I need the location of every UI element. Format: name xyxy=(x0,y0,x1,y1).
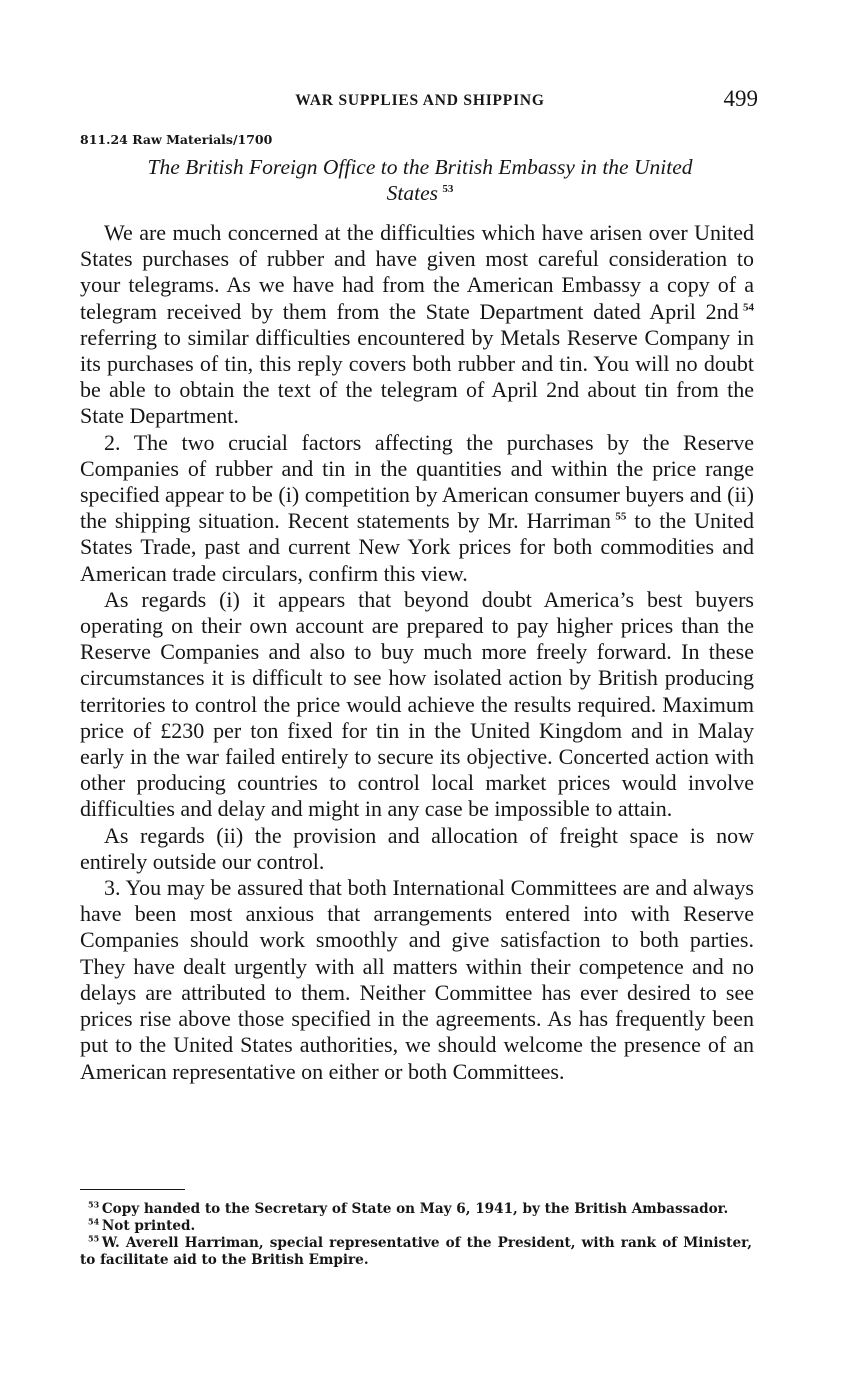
file-reference: 811.24 Raw Materials/1700 xyxy=(80,132,273,147)
footnote-53 xyxy=(80,1201,752,1218)
page-number: 499 xyxy=(723,86,758,111)
footnote-divider xyxy=(80,1189,185,1190)
paragraph-2 xyxy=(80,430,754,587)
footnote-55-text: W. Averell Harriman, special representative of the President, with rank of Minister, to facilitate aid to the British Empire. xyxy=(80,1235,752,1268)
paragraph-3: As regards (i) it appears that beyond doubt America’s best buyers operating on their own account are prepared to pay higher prices than the Reserve Companies and also to buy much more freely forward. In these circumstances it is difficult to see how isolated action by British producing territories to control the price would achieve the results required. Maximum price of £230 per ton fixed for tin in the United Kingdom and in Malay early in the war failed entirely to secure its objective. Concerted action with other producing countries to control local market prices would involve difficulties and delay and might in any case be impossible to attain. xyxy=(80,586,754,822)
paragraph-2-part-a: 2. The two crucial factors affecting the purchases by the Reserve Companies of rubber and tin in the quantities and within the price range specified appear to be (i) competition by American consumer buyers and (ii) the shipping situation. Recent statements by Mr. Harriman xyxy=(80,429,754,534)
footnote-55-mark: 55 xyxy=(88,1233,100,1244)
paragraph-2-part-b: to the United States Trade, past and current New York prices for both commodities and American trade circulars, confirm this view. xyxy=(80,508,754,586)
paragraph-1-part-b: referring to similar difficulties encountered by Metals Reserve Company in its purchases of tin, this reply covers both rubber and tin. You will no doubt be able to obtain the text of the telegram of April 2nd about tin from the State Department. xyxy=(80,324,754,429)
paragraph-4: As regards (ii) the provision and allocation of freight space is now entirely outside our control. xyxy=(80,822,754,874)
footnote-ref-53: 53 xyxy=(442,182,454,195)
footnote-54-text: Not printed. xyxy=(101,1218,196,1234)
paragraph-1-part-a: We are much concerned at the difficulties which have arisen over United States purchases of rubber and have given most careful consideration to your telegrams. As we have had from the American Embassy a copy of a telegram received by them from the State Department dated April 2nd xyxy=(80,220,754,324)
running-title: WAR SUPPLIES AND SHIPPING xyxy=(295,92,545,109)
footnote-54 xyxy=(80,1218,752,1235)
document-title xyxy=(120,154,720,206)
footnote-ref-54: 54 xyxy=(743,301,754,314)
running-header xyxy=(80,86,760,116)
footnote-ref-55: 55 xyxy=(615,510,627,523)
document-title-text: The British Foreign Office to the British Embassy in the United States xyxy=(147,155,693,205)
footnote-54-mark: 54 xyxy=(88,1216,100,1227)
body-text xyxy=(80,220,754,1085)
paragraph-5: 3. You may be assured that both International Committees are and always have been most anxious that arrangements entered into with Reserve Companies should work smoothly and give satisfaction to both parties. They have dealt urgently with all matters within their competence and no delays are attributed to them. Neither Committee has ever desired to see prices rise above those specified in the agreements. As has frequently been put to the United States authorities, we should welcome the presence of an American representative on either or both Committees. xyxy=(80,875,754,1084)
footnote-53-mark: 53 xyxy=(88,1199,100,1210)
footnote-53-text: Copy handed to the Secretary of State on May 6, 1941, by the British Ambassador. xyxy=(101,1201,729,1217)
footnote-55 xyxy=(80,1235,752,1269)
paragraph-1 xyxy=(80,220,754,430)
footnotes xyxy=(80,1201,752,1269)
